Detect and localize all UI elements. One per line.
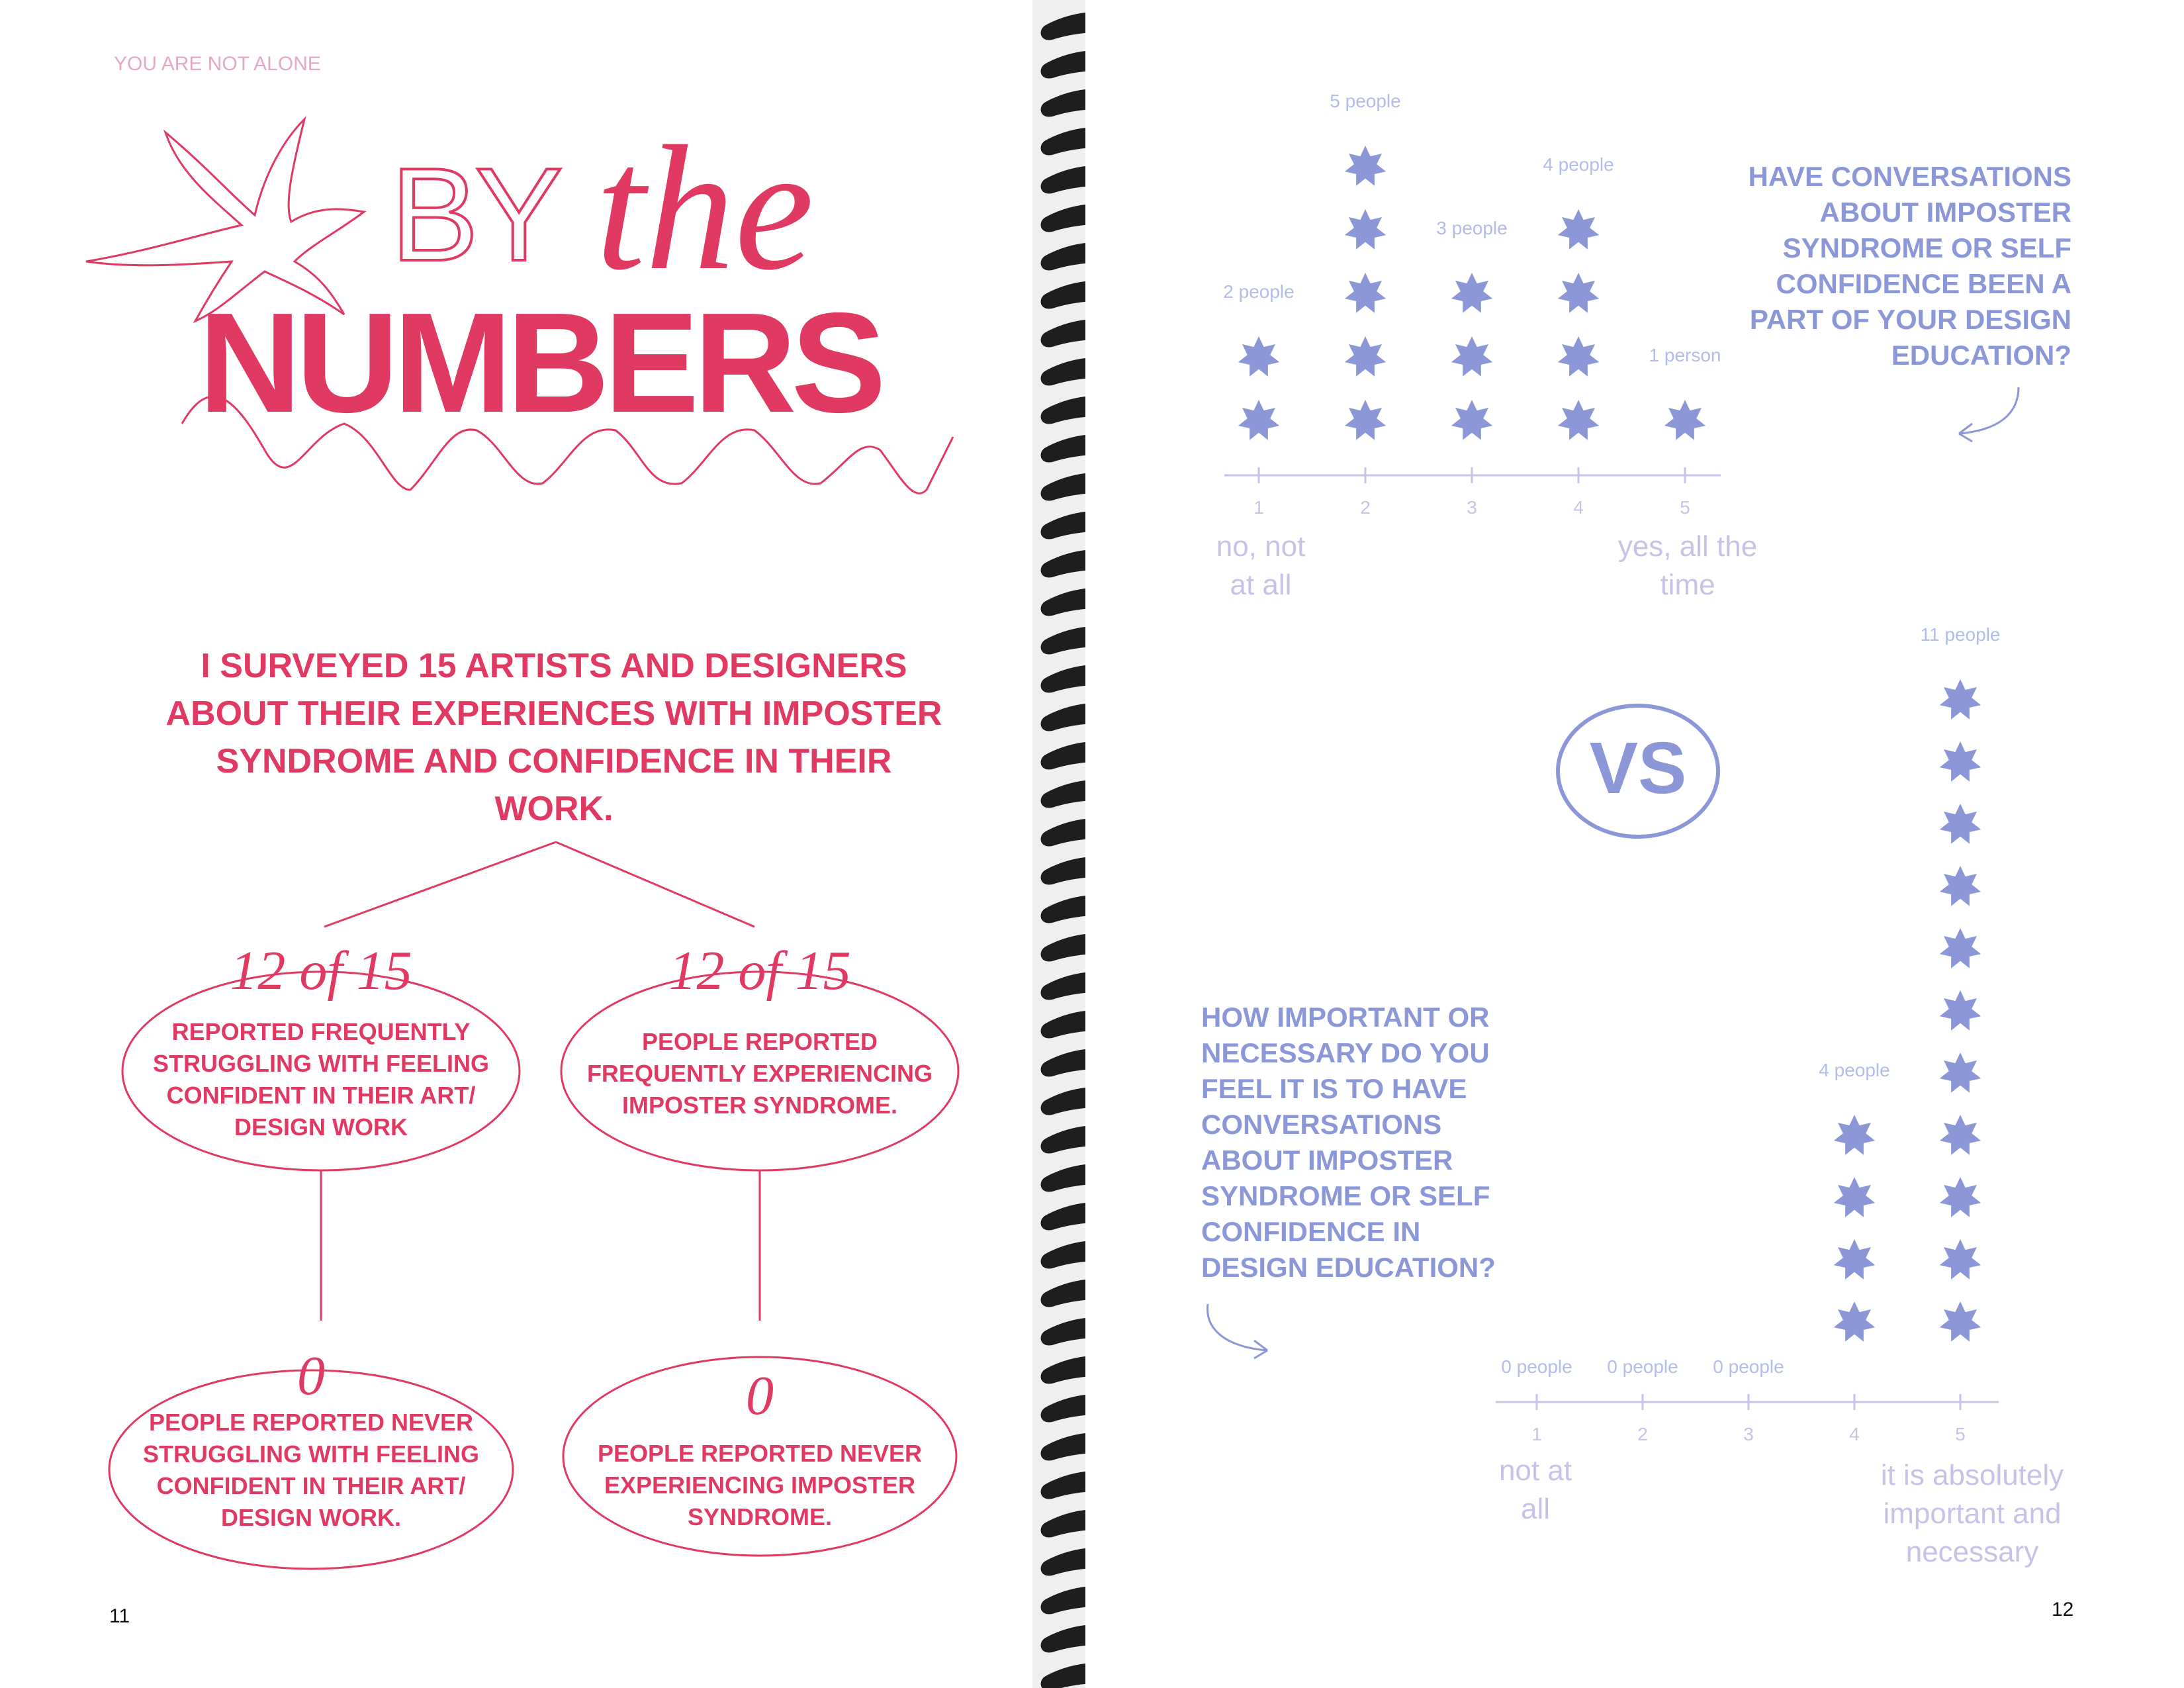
data-star-mark	[1664, 400, 1706, 440]
chart-importance	[1476, 622, 2071, 1443]
data-star-mark	[1940, 804, 1981, 844]
data-star-mark	[1558, 336, 1599, 377]
vs-label: VS	[1589, 727, 1687, 809]
data-label: 0 people	[1501, 1356, 1572, 1377]
x-tick-label: 4	[1849, 1424, 1860, 1443]
axis-low-label: no, not at all	[1216, 530, 1306, 601]
section-header: YOU ARE NOT ALONE	[114, 53, 321, 75]
data-star-mark	[1940, 866, 1981, 906]
data-star-mark	[1940, 741, 1981, 782]
data-star-mark	[1834, 1301, 1875, 1342]
axis-high-label: yes, all the time	[1617, 530, 1758, 601]
x-tick-label: 2	[1360, 497, 1371, 518]
stat-value: 0	[746, 1365, 774, 1427]
data-star-mark	[1940, 1177, 1981, 1217]
data-label: 1 person	[1649, 345, 1721, 365]
data-star-mark	[1345, 400, 1386, 440]
data-star-mark	[1940, 1053, 1981, 1093]
x-tick-label: 5	[1680, 497, 1690, 518]
data-star-mark	[1238, 400, 1279, 440]
title-the: the	[596, 109, 814, 307]
data-star-mark	[1940, 1239, 1981, 1280]
data-star-mark	[1558, 400, 1599, 440]
title-by: BY	[390, 141, 559, 289]
data-star-mark	[1940, 990, 1981, 1031]
stat-value: 12 of 15	[668, 940, 851, 1002]
question-top: HAVE CONVERSATIONS ABOUT IMPOSTER SYNDROME OR SELF CONFIDENCE BEEN A PART OF YOUR DESIGN EDUCATION?	[1748, 161, 2071, 371]
stat-description: PEOPLE REPORTED NEVER EXPERIENCING IMPOSTER SYNDROME.	[597, 1440, 923, 1530]
x-tick-label: 1	[1253, 497, 1264, 518]
data-star-mark	[1451, 273, 1492, 313]
data-star-mark	[1345, 209, 1386, 250]
data-label: 11 people	[1920, 624, 2001, 645]
intro-text: I SURVEYED 15 ARTISTS AND DESIGNERS ABOUT THEIR EXPERIENCES WITH IMPOSTER SYNDROME AND CONFIDENCE IN THEIR WORK.	[165, 647, 942, 828]
page-number-left: 11	[109, 1605, 130, 1627]
data-star-mark	[1451, 336, 1492, 377]
data-star-mark	[1834, 1239, 1875, 1280]
data-star-mark	[1345, 336, 1386, 377]
axis-high-label: it is absolutely important and necessary	[1880, 1459, 2064, 1568]
data-star-mark	[1940, 1115, 1981, 1155]
stat-value: 12 of 15	[230, 940, 412, 1002]
stat-description: PEOPLE REPORTED NEVER STRUGGLING WITH FEELING CONFIDENT IN THEIR ART/ DESIGN WORK.	[143, 1409, 479, 1531]
data-label: 0 people	[1713, 1356, 1784, 1377]
data-label: 0 people	[1607, 1356, 1678, 1377]
x-tick-label: 1	[1531, 1424, 1542, 1443]
data-star-mark	[1940, 679, 1981, 720]
data-star-mark	[1834, 1177, 1875, 1217]
data-star-mark	[1238, 336, 1279, 377]
data-star-mark	[1558, 273, 1599, 313]
data-label: 4 people	[1819, 1060, 1890, 1080]
x-tick-label: 5	[1955, 1424, 1966, 1443]
x-tick-label: 2	[1637, 1424, 1648, 1443]
arrow-icon	[1946, 381, 2025, 447]
data-label: 3 people	[1436, 218, 1508, 238]
data-label: 2 people	[1223, 281, 1295, 302]
data-star-mark	[1558, 209, 1599, 250]
data-label: 5 people	[1330, 93, 1401, 111]
arrow-icon	[1201, 1297, 1281, 1364]
x-tick-label: 4	[1573, 497, 1584, 518]
question-bottom: HOW IMPORTANT OR NECESSARY DO YOU FEEL IT IS TO HAVE CONVERSATIONS ABOUT IMPOSTER SYNDROME OR SELF CONFIDENCE IN DESIGN EDUCATION?	[1201, 1002, 1496, 1283]
data-star-mark	[1834, 1115, 1875, 1155]
data-star-mark	[1451, 400, 1492, 440]
x-tick-label: 3	[1467, 497, 1477, 518]
data-star-mark	[1345, 273, 1386, 313]
stat-description: REPORTED FREQUENTLY STRUGGLING WITH FEELING CONFIDENT IN THEIR ART/ DESIGN WORK	[153, 1018, 489, 1141]
title-numbers: NUMBERS	[199, 283, 881, 442]
axis-low-label: not at all	[1498, 1454, 1572, 1525]
data-label: 4 people	[1543, 154, 1614, 175]
x-tick-label: 3	[1743, 1424, 1754, 1443]
page-number-right: 12	[2052, 1599, 2074, 1620]
data-star-mark	[1345, 146, 1386, 186]
stat-value: 0	[297, 1345, 325, 1407]
stat-description: PEOPLE REPORTED FREQUENTLY EXPERIENCING IMPOSTER SYNDROME.	[586, 1028, 933, 1119]
data-star-mark	[1940, 928, 1981, 968]
data-star-mark	[1940, 1301, 1981, 1342]
